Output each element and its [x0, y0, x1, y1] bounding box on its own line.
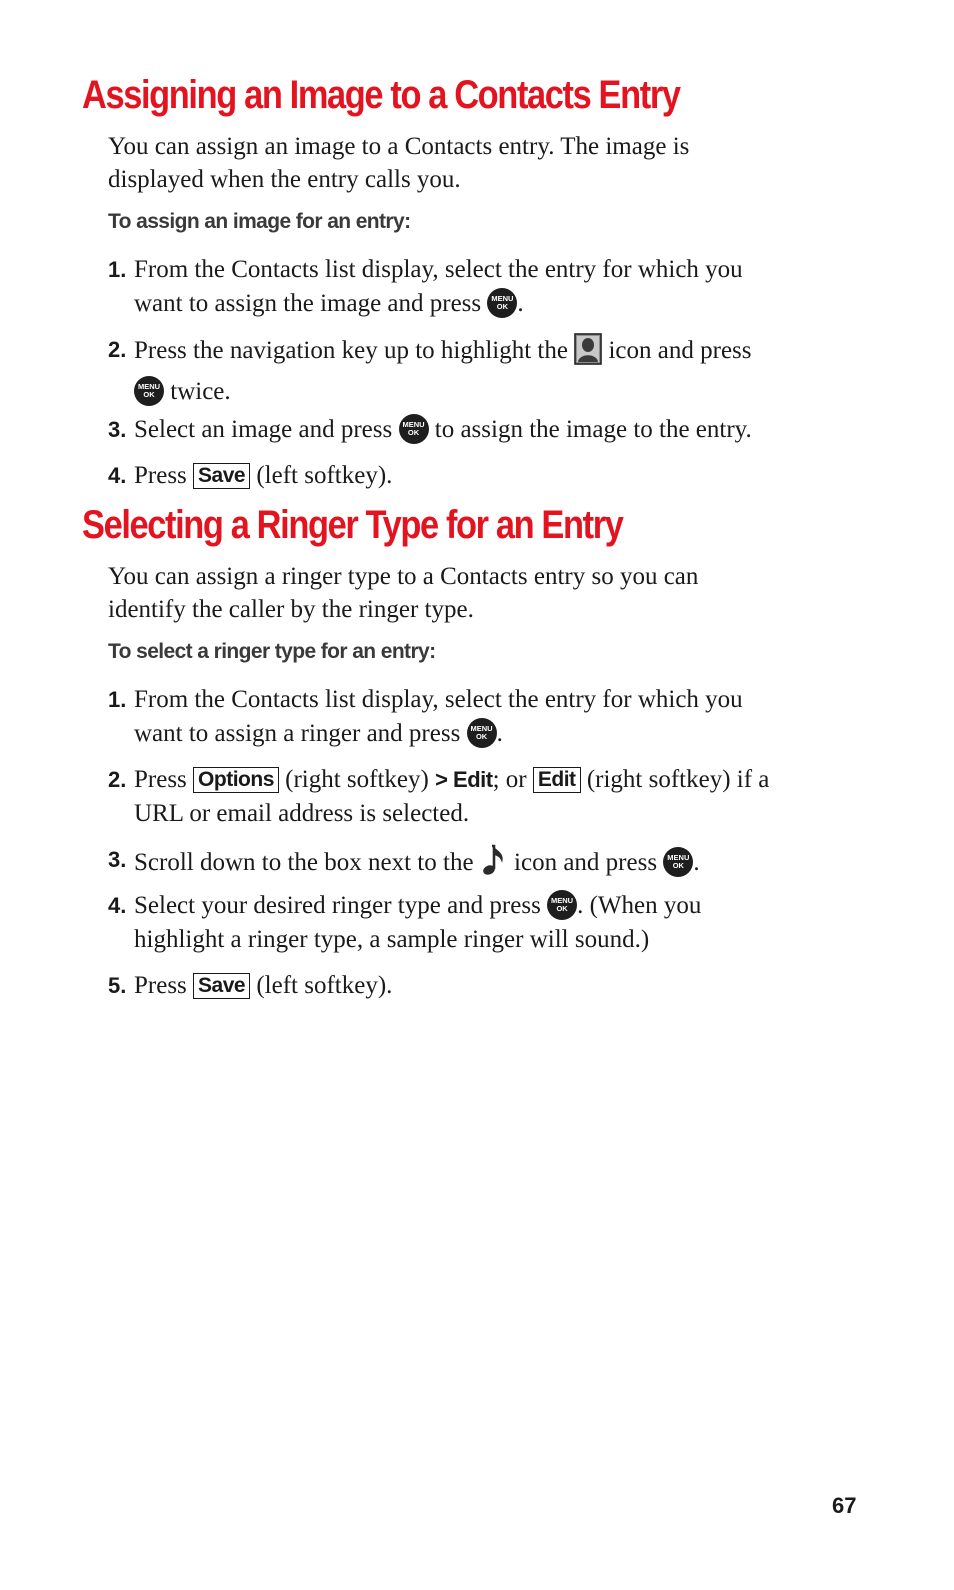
step-number: 1. [108, 687, 127, 712]
step-text: Scroll down to the box next to the icon and press MENU OK . [134, 843, 808, 887]
step-number: 4. [108, 463, 127, 488]
music-note-icon [480, 843, 508, 887]
step-item [108, 683, 808, 751]
step-number: 1. [108, 257, 127, 282]
step-number: 2. [108, 337, 127, 362]
save-softkey-label: Save [193, 463, 250, 489]
menu-ok-key-icon: MENU OK [134, 376, 164, 406]
menu-ok-key-icon: MENU OK [399, 414, 429, 444]
step-item [108, 459, 808, 493]
step-item [108, 889, 808, 957]
step-item [108, 333, 808, 409]
step-text: Press the navigation key up to highlight the icon and press MENU OK twice. [134, 333, 808, 409]
page-number: 67 [832, 1493, 857, 1518]
step-item [108, 843, 808, 887]
step-text: Select your desired ringer type and press MENU OK . (When you highlight a ringer type, a sample ringer will sound.) [134, 892, 702, 953]
step-text: From the Contacts list display, select the entry for which you want to assign a ringer and press MENU OK . [134, 686, 743, 747]
step-item [108, 763, 808, 831]
procedure-subheading: To select a ringer type for an entry: [108, 640, 436, 663]
edit-softkey-label: Edit [533, 767, 581, 793]
menu-ok-key-icon: MENU OK [663, 847, 693, 877]
menu-ok-key-icon: MENU OK [487, 288, 517, 318]
step-text: Press Save (left softkey). [134, 462, 393, 489]
step-number: 3. [108, 847, 127, 872]
section-title-assign-image: Assigning an Image to a Contacts Entry [82, 73, 680, 117]
section-title-ringer-type: Selecting a Ringer Type for an Entry [82, 503, 623, 547]
section-intro: You can assign a ringer type to a Contacts entry so you can identify the caller by the ringer type. [108, 563, 699, 623]
contact-image-icon [574, 333, 602, 375]
step-number: 4. [108, 893, 127, 918]
menu-ok-key-icon: MENU OK [467, 718, 497, 748]
step-text: Press Options (right softkey) > Edit; or Edit (right softkey) if a URL or email address is selected. [134, 766, 770, 827]
step-item [108, 413, 808, 447]
step-text: Select an image and press MENU OK to assign the image to the entry. [134, 416, 752, 443]
options-softkey-label: Options [193, 767, 279, 793]
step-item [108, 253, 808, 321]
step-number: 3. [108, 417, 127, 442]
step-item [108, 969, 808, 1003]
step-number: 5. [108, 973, 127, 998]
step-text: From the Contacts list display, select the entry for which you want to assign the image and press MENU OK . [134, 256, 743, 317]
save-softkey-label: Save [193, 973, 250, 999]
procedure-subheading: To assign an image for an entry: [108, 210, 411, 233]
step-number: 2. [108, 767, 127, 792]
edit-menu-path: > Edit [435, 767, 493, 792]
menu-ok-key-icon: MENU OK [547, 890, 577, 920]
step-text: Press Save (left softkey). [134, 972, 393, 999]
section-intro: You can assign an image to a Contacts entry. The image is displayed when the entry calls you. [108, 133, 690, 193]
